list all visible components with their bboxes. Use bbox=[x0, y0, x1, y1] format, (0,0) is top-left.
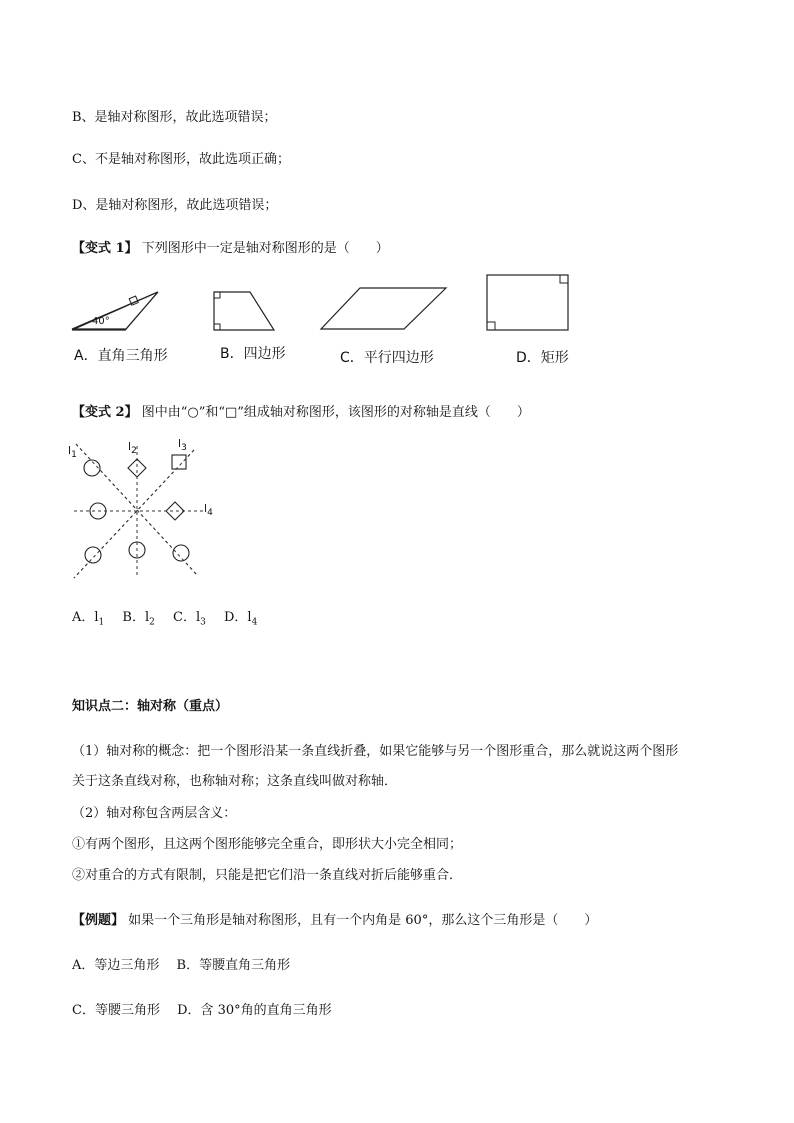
knowledge-p3: ①有两个图形，且这两个图形能够完全重合，即形状大小完全相同； bbox=[72, 837, 463, 852]
variant1-option-c: C．平行四边形 bbox=[340, 350, 434, 366]
variant1-question bbox=[72, 237, 389, 256]
axis-label-l4: $l_4$ bbox=[204, 502, 213, 519]
symmetry-axes-figure bbox=[66, 436, 226, 584]
variant1-option-d: D．矩形 bbox=[516, 350, 569, 366]
example-tag: 【例题】 bbox=[72, 913, 125, 928]
answer-c: C、不是轴对称图形，故此选项正确； bbox=[72, 152, 290, 167]
variant2-question-text: 图中由“○”和“□”组成轴对称图形，该图形的对称轴是直线（ ） bbox=[141, 405, 530, 420]
angle-label: 40° bbox=[92, 316, 110, 327]
knowledge-p4: ②对重合的方式有限制，只能是把它们沿一条直线对折后能够重合． bbox=[72, 868, 463, 883]
knowledge-p2: （2）轴对称包含两层含义： bbox=[72, 806, 237, 821]
knowledge-p1-line2: 关于这条直线对称，也称轴对称；这条直线叫做对称轴． bbox=[72, 774, 398, 789]
knowledge-heading: 知识点二：轴对称（重点） bbox=[72, 699, 229, 714]
answer-d: D、是轴对称图形，故此选项错误； bbox=[72, 198, 278, 213]
variant2-option-d: D．$l_4$ bbox=[224, 610, 258, 628]
axis-label-l2: $l_2$ bbox=[128, 440, 137, 457]
variant2-option-b: B．$l_2$ bbox=[122, 610, 155, 628]
quadrilateral-figure bbox=[210, 290, 278, 332]
answer-b: B、是轴对称图形，故此选项错误； bbox=[72, 110, 277, 125]
parallelogram-figure bbox=[318, 286, 450, 332]
example-question bbox=[72, 909, 597, 928]
variant1-question-text: 下列图形中一定是轴对称图形的是（ ） bbox=[141, 241, 389, 256]
variant2-option-c: C．$l_3$ bbox=[173, 610, 206, 628]
example-question-text: 如果一个三角形是轴对称图形，且有一个内角是 60°，那么这个三角形是（ ） bbox=[128, 913, 598, 928]
axis-label-l1: $l_1$ bbox=[68, 444, 77, 461]
variant2-option-a: A．$l_1$ bbox=[72, 610, 105, 628]
axis-label-l3: $l_3$ bbox=[178, 437, 187, 454]
variant2-tag: 【变式 2】 bbox=[72, 405, 138, 420]
variant2-question bbox=[72, 401, 530, 420]
right-triangle-figure bbox=[70, 285, 160, 333]
variant1-option-b: B．四边形 bbox=[220, 346, 286, 362]
rectangle-figure bbox=[484, 272, 572, 332]
variant1-tag: 【变式 1】 bbox=[72, 241, 138, 256]
variant1-option-a: A．直角三角形 bbox=[74, 348, 168, 364]
example-options-row2: C．等腰三角形 D．含 30°角的直角三角形 bbox=[72, 1003, 332, 1018]
variant2-options bbox=[72, 606, 271, 628]
knowledge-p1-line1: （1）轴对称的概念：把一个图形沿某一条直线折叠，如果它能够与另一个图形重合，那么就说这两个图形 bbox=[72, 744, 679, 759]
example-options-row1: A．等边三角形 B．等腰直角三角形 bbox=[72, 958, 291, 973]
